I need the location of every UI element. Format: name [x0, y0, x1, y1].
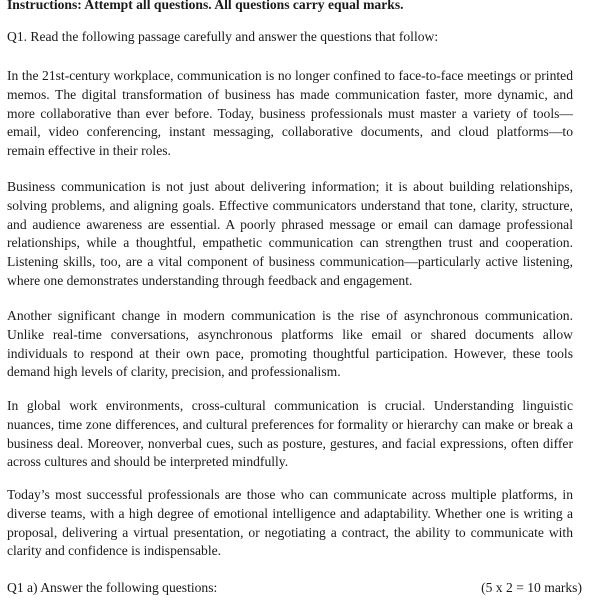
question-1-prompt: Q1. Read the following passage carefully and answer the questions that follow: — [7, 29, 439, 44]
passage-paragraph-3: Another significant change in modern communication is the rise of asynchronous communication. Unlike real-time conversations, asynchronous platforms like email or shared documents allow individuals to respond at their own pace, promoting thoughtful participation. However, these tools demand high levels of clarity, precision, and professionalism. — [7, 308, 573, 380]
passage-paragraph-1: In the 21st-century workplace, communication is no longer confined to face-to-face meetings or printed memos. The digital transformation of business has made communication faster, more dynamic, and more collaborative than ever before. Today, business professionals must master a variety of tools—email, video conferencing, instant messaging, collaborative documents, and cloud platforms—to remain effective in their roles. — [7, 68, 573, 159]
sub-question-marks: (5 x 2 = 10 marks) — [481, 580, 582, 595]
sub-question-row — [7, 579, 582, 596]
passage-paragraph-2: Business communication is not just about delivering information; it is about building relationships, solving problems, and aligning goals. Effective communicators understand that tone, clarity, structure, and audience awareness are essential. A poorly phrased message or email can damage professional relationships, while a thoughtful, empathetic communication can strengthen trust and cooperation. Listening skills, too, are a vital component of business communication—particularly active listening, where one demonstrates understanding through feedback and engagement. — [7, 179, 573, 288]
passage-paragraph-4: In global work environments, cross-cultural communication is crucial. Understanding linguistic nuances, time zone differences, and cultural preferences for formality or hierarchy can make or break a business deal. Moreover, nonverbal cues, such as posture, gestures, and facial expressions, often differ across cultures and should be interpreted mindfully. — [7, 398, 573, 470]
passage-paragraph-5: Today’s most successful professionals are those who can communicate across multiple platforms, in diverse teams, with a high degree of emotional intelligence and adaptability. Whether one is writing a proposal, delivering a virtual presentation, or negotiating a contract, the ability to communicate with clarity and confidence is indispensable. — [7, 487, 573, 559]
sub-question-label: Q1 a) Answer the following questions: — [7, 580, 218, 595]
instructions-heading: Instructions: Attempt all questions. All questions carry equal marks. — [7, 0, 404, 12]
